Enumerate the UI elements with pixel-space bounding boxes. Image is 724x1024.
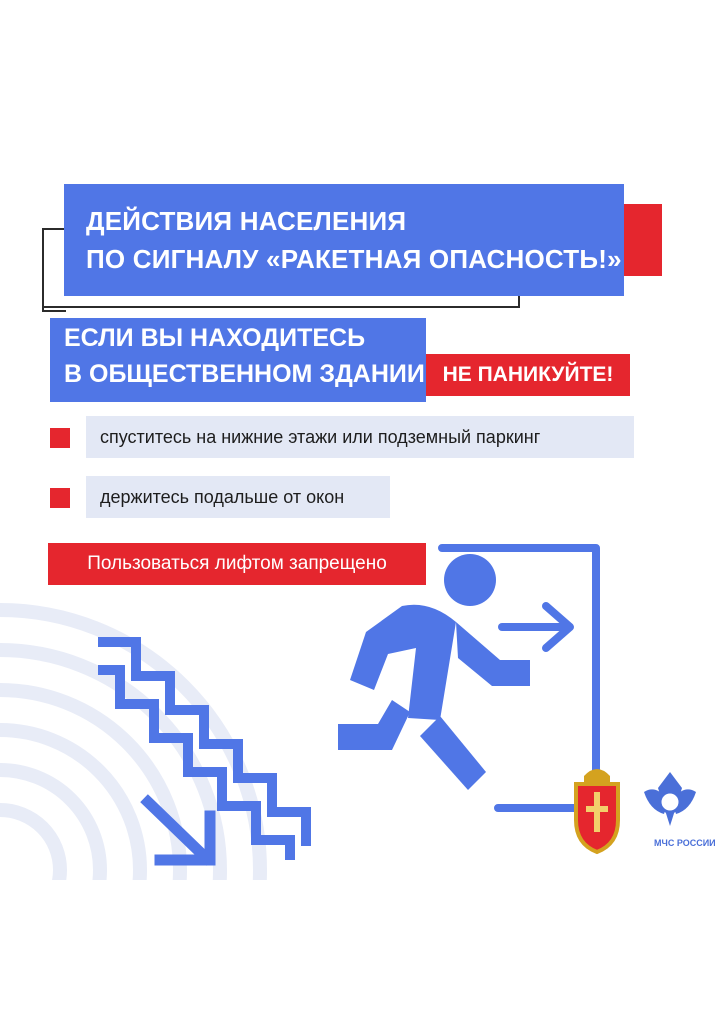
bullet-marker <box>50 488 70 508</box>
page-title <box>64 184 624 296</box>
mchs-emblem-icon <box>644 772 696 826</box>
elevator-warning: Пользоваться лифтом запрещено <box>48 543 426 585</box>
situation-line-2: В ОБЩЕСТВЕННОМ ЗДАНИИ <box>64 360 425 388</box>
instruction-item: спуститесь на нижние этажи или подземный паркинг <box>86 416 634 458</box>
running-person-icon <box>338 554 530 790</box>
page-title-line-1: ДЕЙСТВИЯ НАСЕЛЕНИЯ <box>86 206 407 236</box>
page-title-line-2: ПО СИГНАЛУ «РАКЕТНАЯ ОПАСНОСТЬ!» <box>86 244 622 274</box>
dont-panic-badge: НЕ ПАНИКУЙТЕ! <box>426 354 630 396</box>
frame-line-right <box>42 306 520 308</box>
situation-heading <box>50 318 426 402</box>
instruction-item: держитесь подальше от окон <box>86 476 390 518</box>
title-red-accent <box>624 204 662 276</box>
mchs-caption: МЧС РОССИИ <box>654 838 716 848</box>
tula-region-coat-of-arms-icon <box>576 769 618 852</box>
bullet-marker <box>50 428 70 448</box>
exit-arrow-icon <box>502 606 570 648</box>
frame-line-left <box>42 228 66 312</box>
evacuation-illustration <box>0 540 724 880</box>
situation-line-1: ЕСЛИ ВЫ НАХОДИТЕСЬ <box>64 324 366 352</box>
